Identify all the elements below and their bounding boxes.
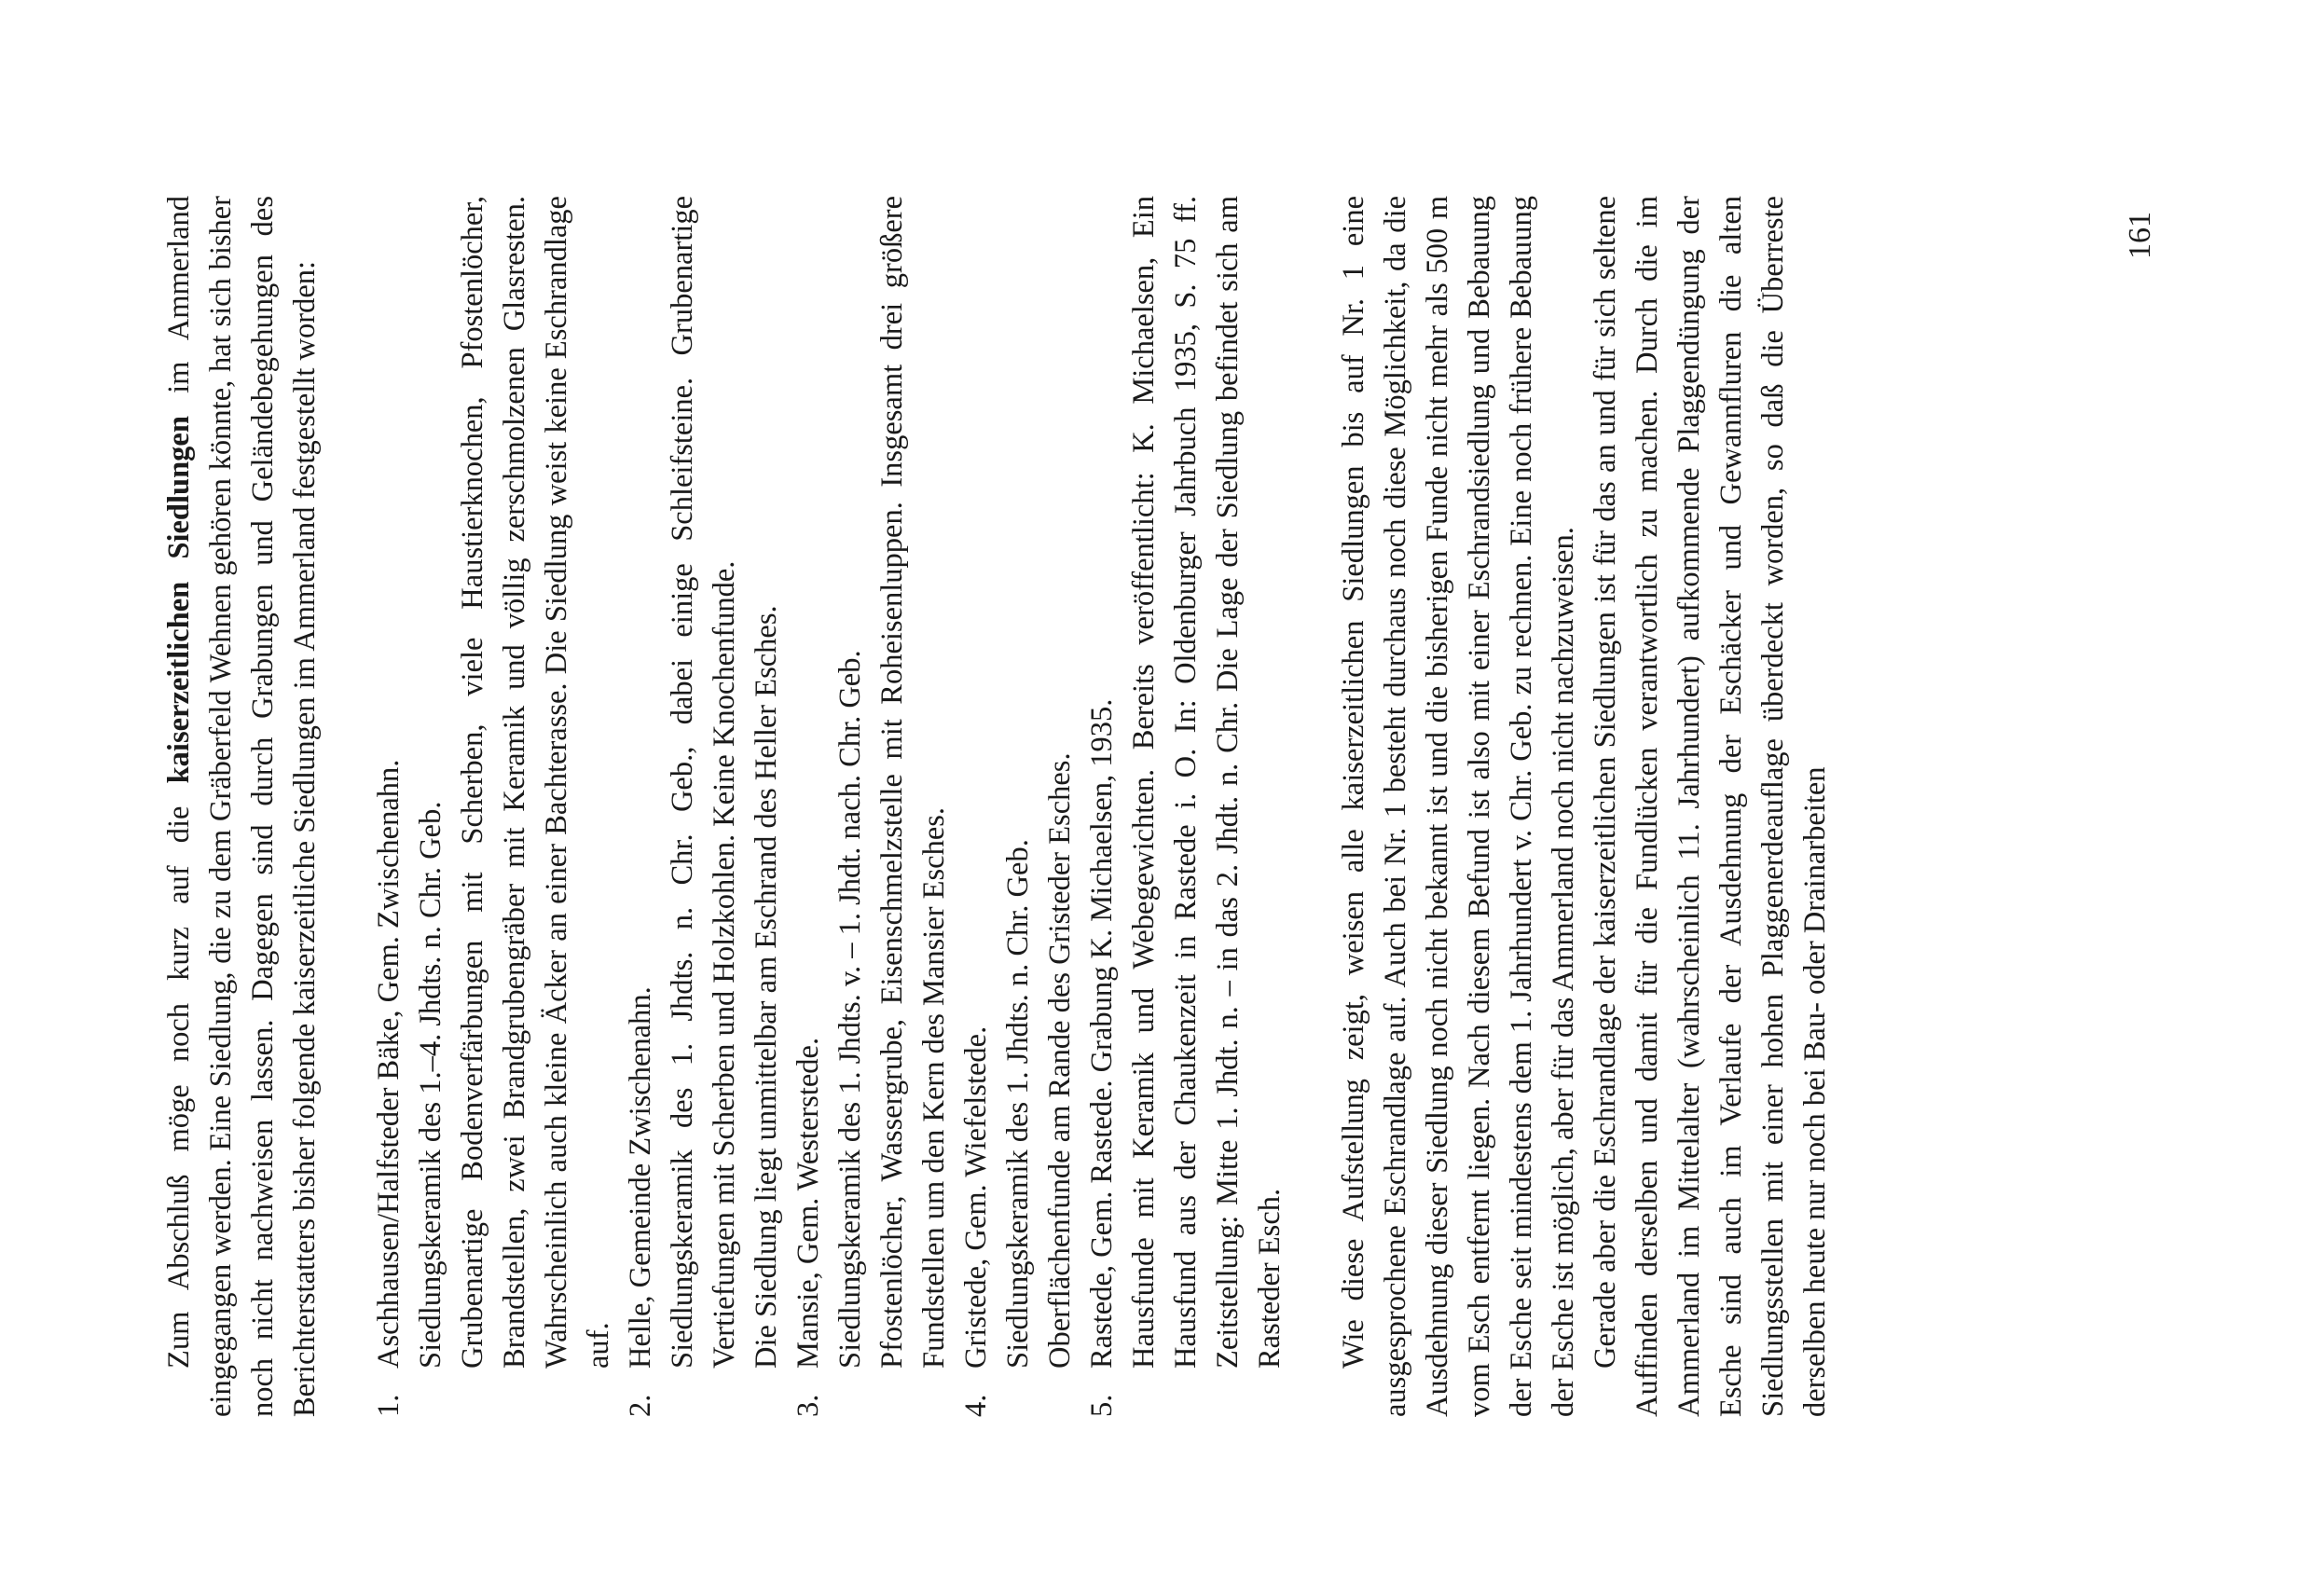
site-body bbox=[788, 196, 956, 1369]
site-item-5 bbox=[1081, 196, 1291, 1417]
site-number: 1. bbox=[372, 1394, 406, 1417]
paragraph-eschrand: Gerade aber die Eschrandlage der kaiserzeitlichen Siedlungen ist für das an und für sich seltene Auffinden derselben und damit für die Fundlücken verantwortlich zu machen. Durch die im Ammerland im Mittelalter (wahrscheinlich 11. Jahrhundert) aufkommende Plaggendüngung der Esche sind auch im Verlaufe der Ausdehnung der Eschäcker und Gewannfluren die alten Siedlungsstellen mit einer hohen Plaggenerdeauflage überdeckt worden, so daß die Überreste derselben heute nur noch bei Bau- oder Drainarbeiten bbox=[1589, 196, 1832, 1417]
intro-bold-term: kaiserzeitlichen Siedlungen bbox=[162, 416, 196, 784]
intro-text-start: Zum Abschluß möge noch kurz auf die bbox=[162, 783, 196, 1369]
intro-paragraph bbox=[158, 196, 326, 1417]
site-number: 4. bbox=[959, 1394, 993, 1417]
page-number: 161 bbox=[2123, 212, 2157, 259]
site-name: Gristede, Gem. Wiefelstede. bbox=[959, 1025, 993, 1369]
spacer bbox=[1291, 196, 1333, 1417]
site-line: Hausfunde mit Keramik und Webegewichten. Bereits veröffentlicht: K. Michaelsen, Ein Hausfund aus der Chaukenzeit in Rastede i. O. In: Oldenburger Jahrbuch 1935, S. 75 ff. Zeitstellung: Mitte 1. Jhdt. n. – in das 2. Jhdt. n. Chr. Die Lage der Siedlung befindet sich am Rasteder Esch. bbox=[1127, 196, 1287, 1369]
site-line: Oberflächenfunde am Rande des Gristeder Esches. bbox=[1043, 752, 1077, 1369]
site-line: Die Siedlung liegt unmittelbar am Eschrand des Heller Esches. bbox=[750, 605, 783, 1369]
intro-text-end: im Ammerland eingegangen werden. Eine Siedlung, die zu dem Gräberfeld Wehnen gehören könnte, hat sich bisher noch nicht nachweisen lassen. Dagegen sind durch Grabungen und Geländebegehungen des Berichterstatters bisher folgende kaiserzeitliche Siedlungen im Ammerland festgestellt worden: bbox=[162, 196, 322, 1417]
site-number: 2. bbox=[624, 1394, 657, 1417]
site-line: Pfostenlöcher, Wassergrube, Eisenschmelzstelle mit Roheisenluppen. Insgesamt drei größere Fundstellen um den Kern des Mansier Esches. bbox=[875, 196, 951, 1369]
site-body bbox=[956, 196, 1081, 1369]
spacer bbox=[326, 196, 368, 1417]
site-item-1 bbox=[368, 196, 620, 1417]
site-name: Mansie, Gem. Westerstede. bbox=[791, 1037, 825, 1369]
site-number: 3. bbox=[791, 1394, 825, 1417]
rotated-text-block bbox=[158, 196, 1837, 1417]
site-name: Rastede, Gem. Rastede. Grabung K. Michaelsen, 1935. bbox=[1085, 698, 1119, 1369]
site-body bbox=[1081, 196, 1291, 1369]
site-line: Siedlungskeramik des 1. Jhdts. v. – 1. Jhdt. nach. Chr. Geb. bbox=[833, 650, 867, 1369]
site-line: Grubenartige Bodenverfärbungen mit Scherben, viele Haustierknochen, Pfostenlöcher, Brandstellen, zwei Brandgrubengräber mit Keramik und völlig zerschmolzenen Glasresten. Wahrscheinlich auch kleine Äcker an einer Bachterasse. Die Siedlung weist keine Eschrandlage auf. bbox=[456, 196, 615, 1369]
site-number: 5. bbox=[1085, 1394, 1119, 1417]
site-item-2 bbox=[620, 196, 788, 1417]
site-line: Siedlungskeramik des 1. Jhdts. n. Chr. Geb. bbox=[1001, 839, 1035, 1369]
paragraph-summary: Wie diese Aufstellung zeigt, weisen alle kaiserzeitlichen Siedlungen bis auf Nr. 1 eine ausgesprochene Eschrandlage auf. Auch bei Nr. 1 besteht durchaus noch diese Möglichkeit, da die Ausdehnung dieser Siedlung noch nicht bekannt ist und die bisherigen Funde nicht mehr als 500 m vom Esch entfernt liegen. Nach diesem Befund ist also mit einer Eschrandsiedlung und Bebauung der Esche seit mindestens dem 1. Jahrhundert v. Chr. Geb. zu rechnen. Eine noch frühere Bebauung der Esche ist möglich, aber für das Ammerland noch nicht nachzuweisen. bbox=[1337, 196, 1580, 1417]
site-line: Siedlungskeramik des 1.–4. Jhdts. n. Chr. Geb. bbox=[414, 801, 447, 1369]
site-line: Siedlungskeramik des 1. Jhdts. n. Chr. Geb., dabei einige Schleifsteine. Grubenartige Vertiefungen mit Scherben und Holzkohlen. Keine Knochenfunde. bbox=[666, 196, 741, 1369]
site-item-4 bbox=[956, 196, 1081, 1417]
site-body bbox=[620, 196, 788, 1369]
site-list bbox=[368, 196, 1291, 1417]
site-item-3 bbox=[788, 196, 956, 1417]
site-body bbox=[368, 196, 620, 1369]
site-name: Helle, Gemeinde Zwischenahn. bbox=[624, 986, 657, 1369]
site-name: Aschhausen/Halfsteder Bäke, Gem. Zwischenahn. bbox=[372, 759, 406, 1369]
